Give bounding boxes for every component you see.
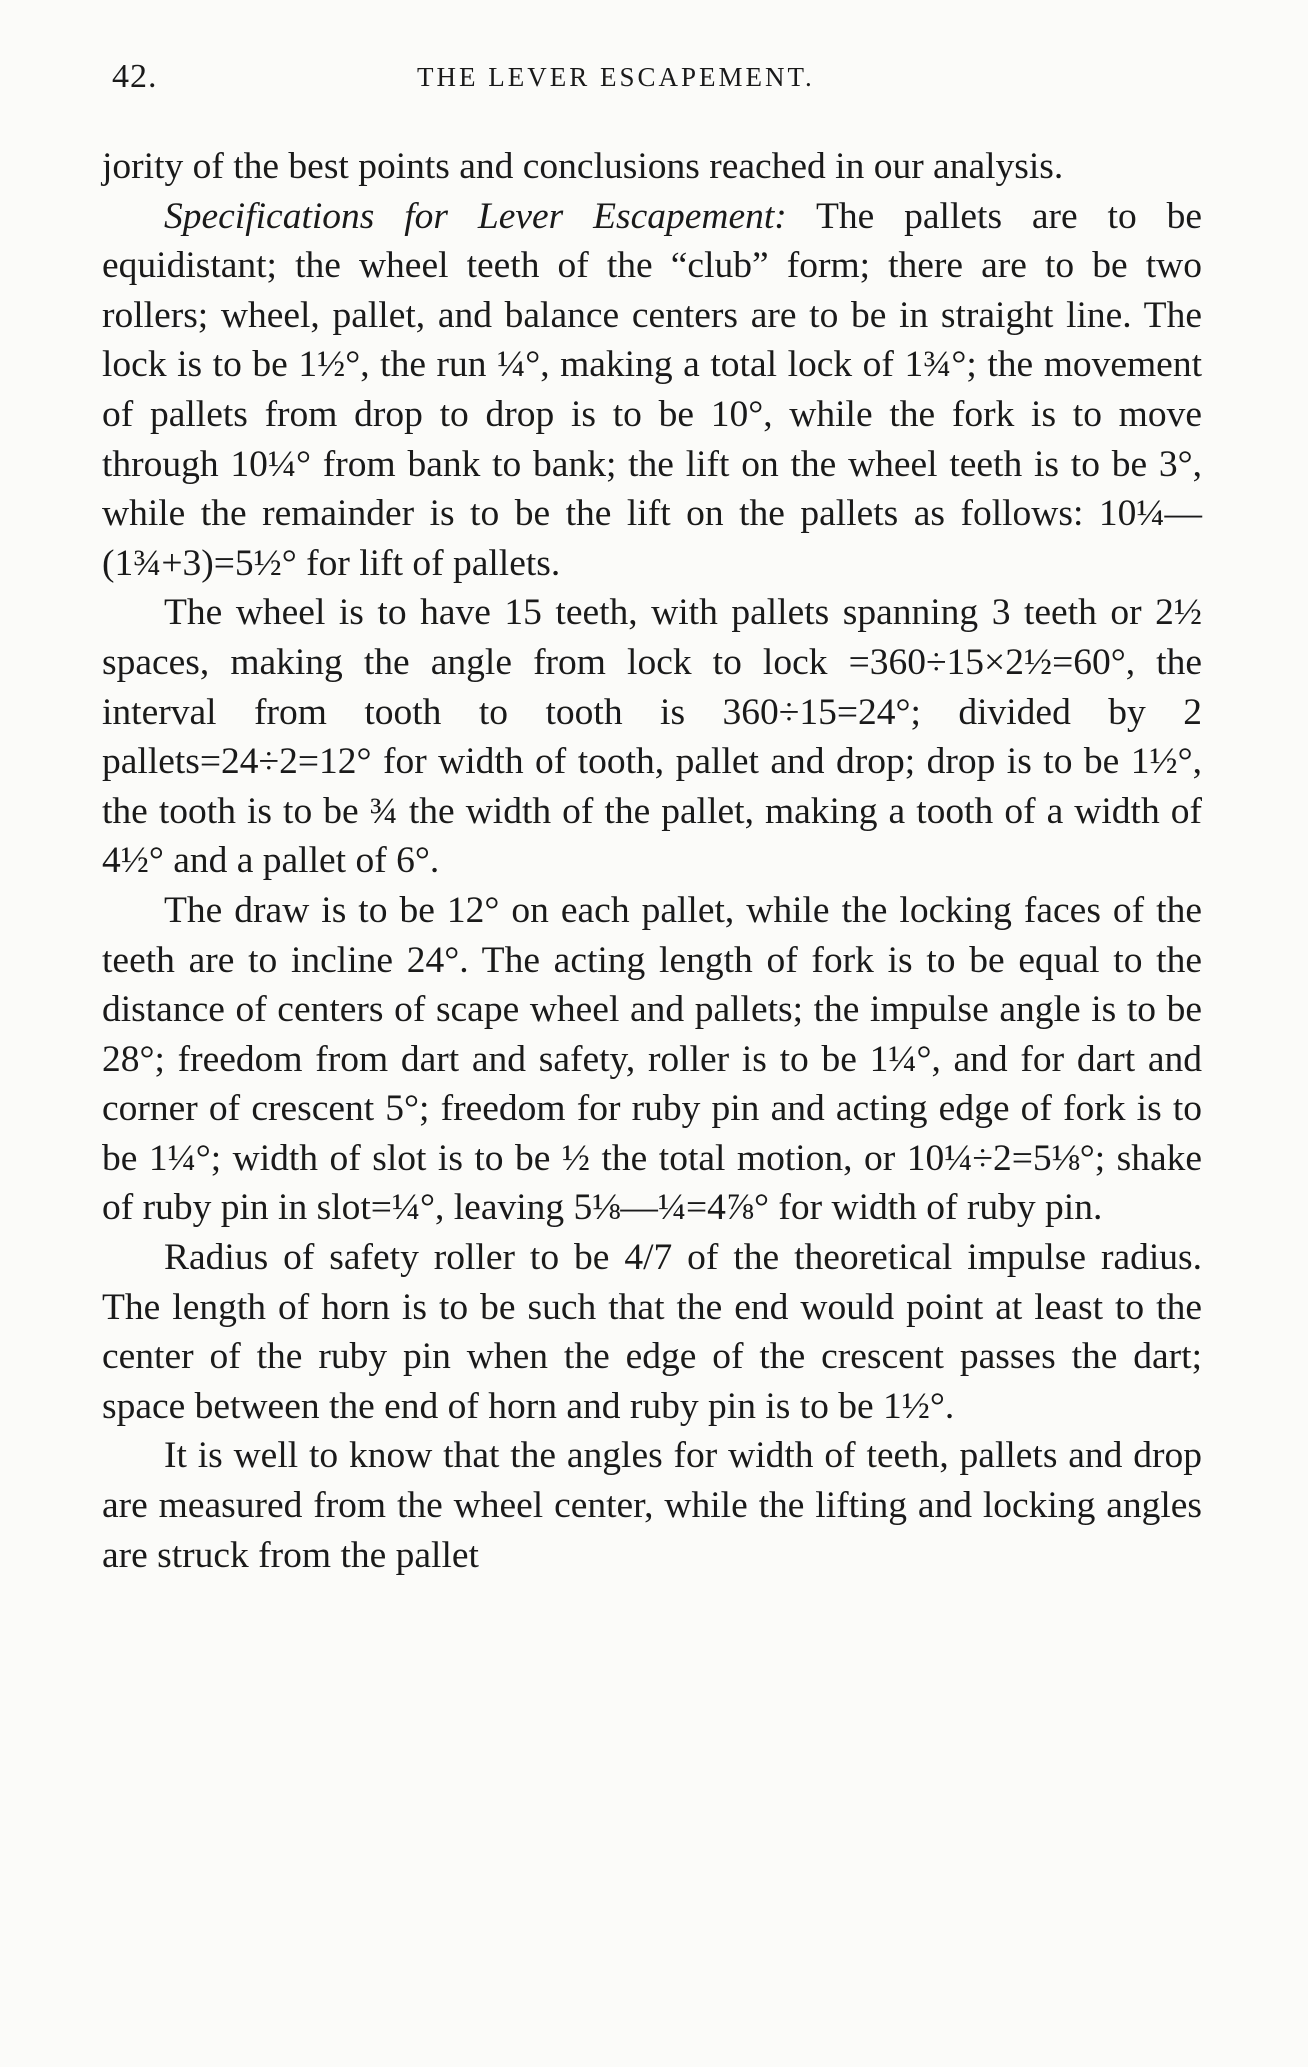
paragraph-continuation: jority of the best points and conclusions reached in our analysis.	[102, 146, 1064, 187]
paragraph-draw: The draw is to be 12° on each pallet, while the locking faces of the teeth are to incline 24°. The acting length of fork is to be equal to the distance of centers of scape wheel and pallets; the impulse angle is to be 28°; freedom from dart and safety, roller is to be 1¼°, and for dart and corner of crescent 5°; freedom for ruby pin and acting edge of fork is to be 1¼°; width of slot is to be ½ the total motion, or 10¼÷2=5⅛°; shake of ruby pin in slot=¼°, leaving 5⅛—¼=4⅞° for width of ruby pin.	[102, 889, 1202, 1229]
paragraph-specifications	[102, 192, 1202, 589]
page-number: 42.	[112, 58, 158, 95]
specifications-heading: Specifications for Lever Escapement:	[164, 195, 787, 237]
specifications-text: The pallets are to be equidistant; the wheel teeth of the “club” form; there are to be two rollers; wheel, pallet, and balance centers are to be in straight line. The lock is to be 1½°, the run ¼°, making a total lock of 1¾°; the movement of pallets from drop to drop is to be 10°, while the fork is to move through 10¼° from bank to bank; the lift on the wheel teeth is to be 3°, while the remainder is to be the lift on the pallets as follows: 10¼—(1¾+3)=5½° for lift of pallets.	[102, 195, 1202, 584]
running-title: THE LEVER ESCAPEMENT.	[417, 62, 815, 92]
body-text	[102, 142, 1202, 1580]
page-header	[112, 58, 1202, 108]
paragraph-angles: It is well to know that the angles for width of teeth, pallets and drop are measured from the wheel center, while the lifting and locking angles are struck from the pallet	[102, 1435, 1202, 1576]
paragraph-wheel-teeth: The wheel is to have 15 teeth, with pallets spanning 3 teeth or 2½ spaces, making the angle from lock to lock =360÷15×2½=60°, the interval from tooth to tooth is 360÷15=24°; divided by 2 pallets=24÷2=12° for width of tooth, pallet and drop; drop is to be 1½°, the tooth is to be ¾ the width of the pallet, making a tooth of a width of 4½° and a pallet of 6°.	[102, 592, 1202, 882]
paragraph-safety-roller: Radius of safety roller to be 4/7 of the theoretical impulse radius. The length of horn is to be such that the end would point at least to the center of the ruby pin when the edge of the crescent passes the dart; space between the end of horn and ruby pin is to be 1½°.	[102, 1237, 1202, 1427]
